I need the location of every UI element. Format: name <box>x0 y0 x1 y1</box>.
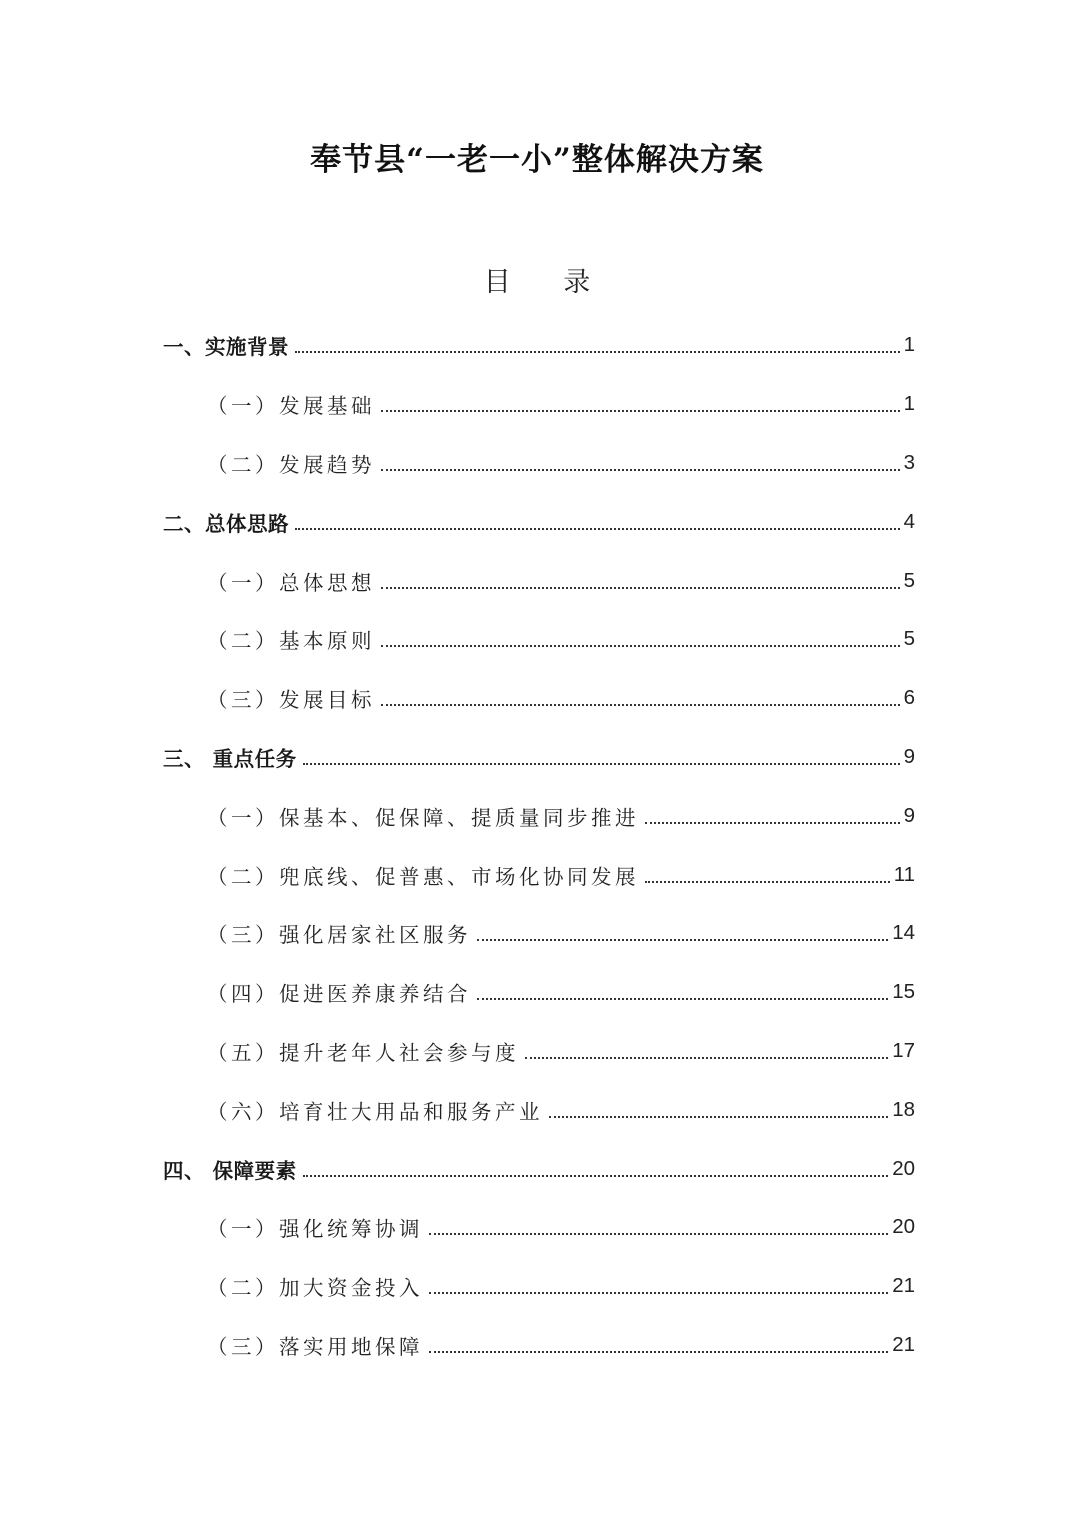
toc-page-number: 21 <box>892 1332 915 1356</box>
toc-dot-leader <box>381 449 900 471</box>
toc-page-number: 20 <box>892 1215 915 1239</box>
toc-page-number: 21 <box>892 1274 915 1298</box>
toc-subsection-entry[interactable] <box>163 1080 915 1139</box>
toc-dot-leader <box>303 743 900 765</box>
toc-page-number: 11 <box>893 862 915 886</box>
toc-page-number: 3 <box>903 450 915 474</box>
toc-entry-label: （三）发展目标 <box>207 688 375 713</box>
toc-dot-leader <box>525 1037 888 1059</box>
toc-entry-label: （二）加大资金投入 <box>207 1276 423 1301</box>
toc-dot-leader <box>549 1096 888 1118</box>
toc-page-number: 9 <box>903 744 915 768</box>
toc-heading: 目 录 <box>483 267 613 298</box>
toc-dot-leader <box>429 1213 888 1235</box>
toc-entry-label: （六）培育壮大用品和服务产业 <box>207 1099 543 1124</box>
toc-page-number: 5 <box>903 627 915 651</box>
toc-entry-label: （一）保基本、促保障、提质量同步推进 <box>207 805 639 830</box>
toc-dot-leader <box>645 802 900 824</box>
toc-entry-label: 四、 保障要素 <box>163 1158 297 1183</box>
toc-entry-label: 二、总体思路 <box>163 511 289 536</box>
toc-subsection-entry[interactable] <box>163 669 915 728</box>
toc-entry-label: （一）强化统筹协调 <box>207 1217 423 1242</box>
toc-subsection-entry[interactable] <box>163 434 915 493</box>
toc-dot-leader <box>477 919 888 941</box>
toc-section-entry[interactable] <box>163 1139 915 1198</box>
toc-dot-leader <box>429 1331 888 1353</box>
toc-dot-leader <box>295 508 900 530</box>
toc-entry-label: （二）发展趋势 <box>207 452 375 477</box>
toc-page-number: 5 <box>903 568 915 592</box>
toc-page-number: 1 <box>903 333 915 357</box>
toc-section-entry[interactable] <box>163 316 915 375</box>
toc-dot-leader <box>477 978 888 1000</box>
toc-page-number: 15 <box>892 980 915 1004</box>
toc-subsection-entry[interactable] <box>163 1316 915 1375</box>
toc-entry-label: 一、实施背景 <box>163 335 289 360</box>
toc-entry-label: （三）强化居家社区服务 <box>207 923 471 948</box>
toc-entry-label: 三、 重点任务 <box>163 746 297 771</box>
toc-page-number: 1 <box>903 392 915 416</box>
toc-dot-leader <box>429 1272 888 1294</box>
toc-page-number: 18 <box>892 1097 915 1121</box>
toc-subsection-entry[interactable] <box>163 375 915 434</box>
toc-section-entry[interactable] <box>163 492 915 551</box>
toc-dot-leader <box>295 331 900 353</box>
toc-dot-leader <box>381 567 900 589</box>
toc-dot-leader <box>381 390 900 412</box>
toc-dot-leader <box>303 1155 889 1177</box>
toc-dot-leader <box>381 684 900 706</box>
toc-subsection-entry[interactable] <box>163 610 915 669</box>
toc-subsection-entry[interactable] <box>163 904 915 963</box>
toc-subsection-entry[interactable] <box>163 551 915 610</box>
toc-page-number: 14 <box>892 921 915 945</box>
toc-entry-label: （二）基本原则 <box>207 629 375 654</box>
toc-entry-label: （五）提升老年人社会参与度 <box>207 1040 519 1065</box>
toc-dot-leader <box>381 625 900 647</box>
toc-subsection-entry[interactable] <box>163 845 915 904</box>
toc-entry-label: （三）落实用地保障 <box>207 1334 423 1359</box>
toc-page-number: 4 <box>903 509 915 533</box>
toc-entry-label: （一）总体思想 <box>207 570 375 595</box>
toc-page-number: 9 <box>903 803 915 827</box>
table-of-contents <box>163 316 915 1374</box>
toc-subsection-entry[interactable] <box>163 1198 915 1257</box>
toc-subsection-entry[interactable] <box>163 786 915 845</box>
toc-page-number: 17 <box>892 1038 915 1062</box>
toc-page-number: 6 <box>903 686 915 710</box>
document-title: 奉节县“一老一小”整体解决方案 <box>310 142 764 178</box>
toc-page-number: 20 <box>892 1156 915 1180</box>
toc-section-entry[interactable] <box>163 728 915 787</box>
toc-subsection-entry[interactable] <box>163 1022 915 1081</box>
toc-entry-label: （一）发展基础 <box>207 394 375 419</box>
toc-dot-leader <box>645 861 890 883</box>
toc-subsection-entry[interactable] <box>163 1257 915 1316</box>
toc-entry-label: （四）促进医养康养结合 <box>207 982 471 1007</box>
toc-subsection-entry[interactable] <box>163 963 915 1022</box>
toc-entry-label: （二）兜底线、促普惠、市场化协同发展 <box>207 864 639 889</box>
